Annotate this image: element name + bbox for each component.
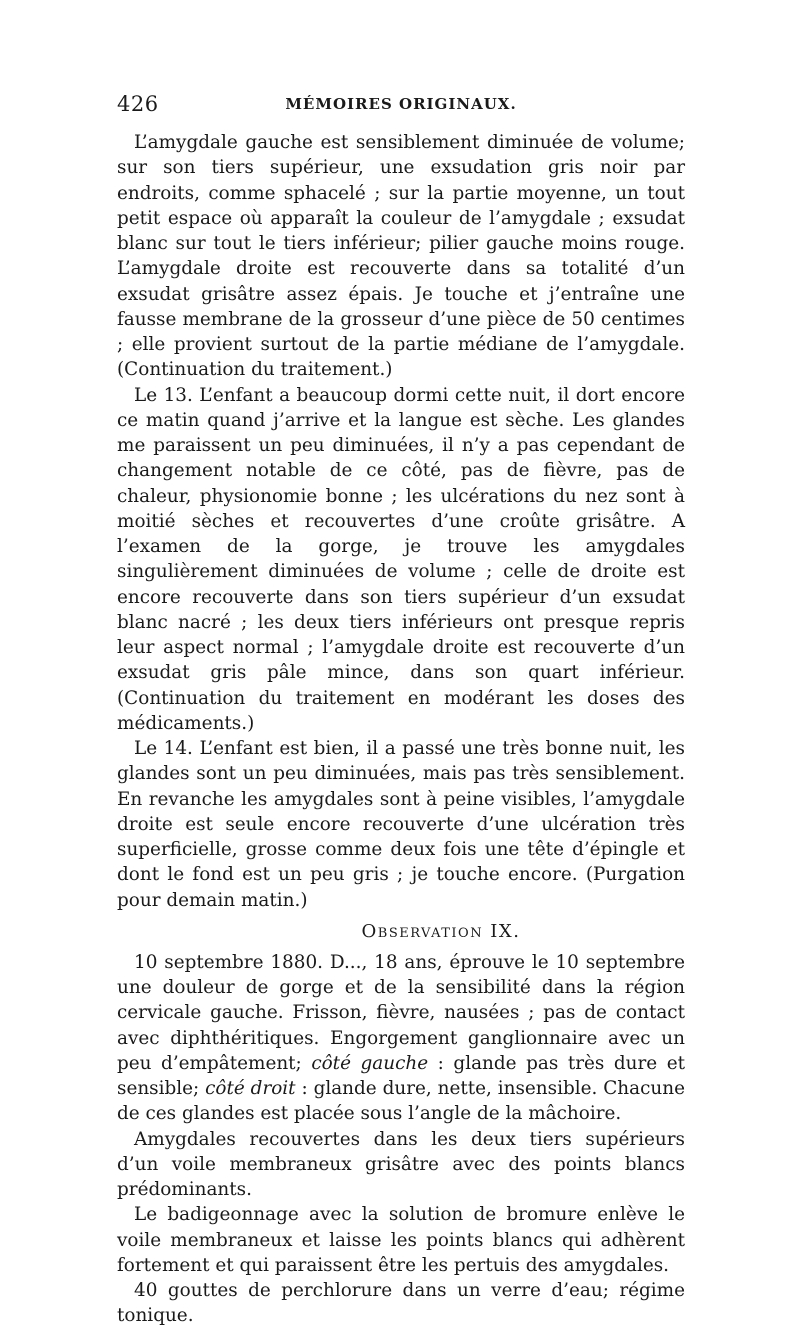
paragraph-amygdales-recouvertes: Amygdales recouvertes dans les deux tiers supérieurs d’un voile membraneux grisâtre avec des points blancs prédominants.: [117, 1128, 685, 1200]
paragraph-observation-intro: [117, 950, 685, 1127]
paragraph-perchlorure: 40 gouttes de perchlorure dans un verre d’eau; régime tonique.: [117, 1280, 685, 1327]
obs-cote-droit: côté droit: [205, 1078, 296, 1099]
obs-cote-gauche: côté gauche: [311, 1052, 429, 1074]
paragraph-le-14: Le 14. L’enfant est bien, il a passé une très bonne nuit, les glandes sont un peu diminuées, mais pas très sensiblement. En revanche les amygdales sont à peine visibles, l’amygdale droite est seule encore recouverte d’une ulcération très superficielle, grosse comme deux fois une tête d’épingle et dont le fond est un peu gris ; je touche encore. (Purgation pour demain matin.): [117, 738, 685, 911]
page-body: [117, 130, 685, 1329]
page-number: 426: [117, 92, 159, 116]
obs-text-a: 10 septembre 1880. D..., 18 ans, éprouve le 10 septembre une douleur de gorge et de la sensibilité dans la région cervicale gauche. Frisson, fièvre, nausées ; pas de contact avec diphthéritiques. Engorgement ganglionnaire avec un peu d’empâtement;: [117, 951, 685, 1074]
paragraph-badigeonnage: Le badigeonnage avec la solution de bromure enlève le voile membraneux et laisse les points blancs qui adhèrent fortement et qui paraissent être les pertuis des amygdales.: [117, 1204, 685, 1276]
obs-text-b: : glande pas très dure et sensible;: [117, 1052, 685, 1099]
obs-text-c: : glande dure, nette, insensible. Chacune de ces glandes est placée sous l’angle de la mâchoire.: [117, 1078, 685, 1125]
running-title: MÉMOIRES ORIGINAUX.: [285, 95, 517, 113]
running-head: [117, 92, 685, 116]
paragraph-amygdale-gauche: L’amygdale gauche est sensiblement diminuée de volume; sur son tiers supérieur, une exsudation gris noir par endroits, comme sphacelé ; sur la partie moyenne, un tout petit espace où apparaît la couleur de l’amygdale ; exsudat blanc sur tout le tiers inférieur; pilier gauche moins rouge. L’amygdale droite est recouverte dans sa totalité d’un exsudat grisâtre assez épais. Je touche et j’entraîne une fausse membrane de la grosseur d’une pièce de 50 centimes ; elle provient surtout de la partie médiane de l’amygdale. (Continuation du traitement.): [117, 132, 685, 381]
observation-heading: Observation IX.: [361, 920, 521, 942]
paragraph-le-13: Le 13. L’enfant a beaucoup dormi cette nuit, il dort encore ce matin quand j’arrive et la langue est sèche. Les glandes me paraissent un peu diminuées, il n’y a pas cependant de changement notable de ce côté, pas de fièvre, pas de chaleur, physionomie bonne ; les ulcérations du nez sont à moitié sèches et recouvertes d’une croûte grisâtre. A l’examen de la gorge, je trouve les amygdales singulièrement diminuées de volume ; celle de droite est encore recouverte dans son tiers supérieur d’un exsudat blanc nacré ; les deux tiers inférieurs ont presque repris leur aspect normal ; l’amygdale droite est recouverte d’un exsudat gris pâle mince, dans son quart inférieur. (Continuation du traitement en modérant les doses des médicaments.): [117, 384, 685, 734]
